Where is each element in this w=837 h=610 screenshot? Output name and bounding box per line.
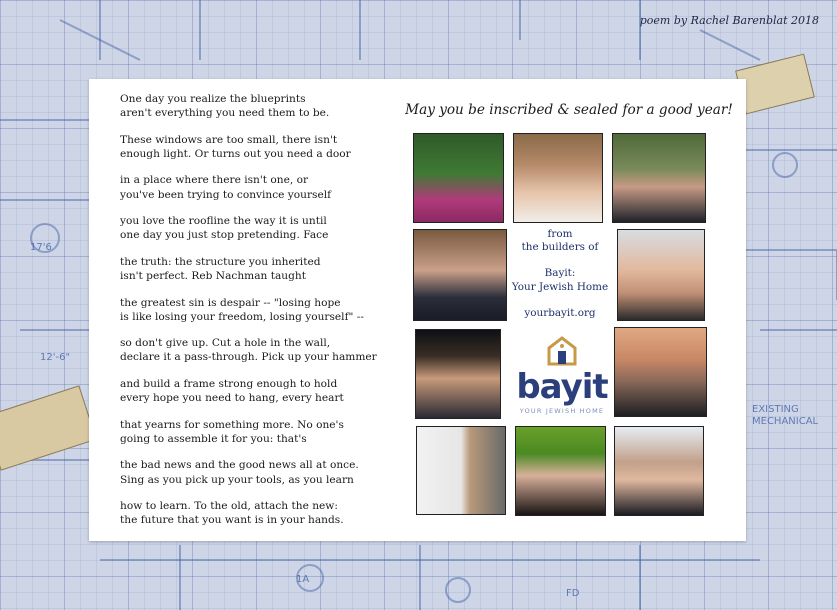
logo-wordmark: bayit xyxy=(516,367,608,407)
poem-line: that yearns for something more. No one's xyxy=(120,418,344,431)
poem-line: the bad news and the good news all at once. xyxy=(120,459,359,472)
poem-stanza xyxy=(120,173,400,201)
svg-text:FD: FD xyxy=(566,588,580,599)
poem-line: you love the roofline the way it is until xyxy=(120,215,327,228)
house-icon xyxy=(513,332,611,372)
portrait-photo xyxy=(617,229,705,321)
poem-line: These windows are too small, there isn't xyxy=(120,133,338,146)
poem-line: declare it a pass-through. Pick up your hammer xyxy=(120,351,377,364)
poem-line: is like losing your freedom, losing yourself" -- xyxy=(120,310,364,323)
poem-credit: poem by Rachel Barenblat 2018 xyxy=(639,14,819,27)
portrait-photo xyxy=(415,329,501,419)
bayit-text: Bayit: xyxy=(544,267,576,280)
poem-line: every hope you need to hang, every heart xyxy=(120,392,344,405)
poem-line: aren't everything you need them to be. xyxy=(120,107,330,120)
poem-line: Sing as you pick up your tools, as you learn xyxy=(120,473,354,486)
greeting-card xyxy=(89,79,746,541)
poem-stanza xyxy=(120,377,400,405)
poem-line: the future that you want is in your hands. xyxy=(120,514,344,527)
ruler-left xyxy=(0,386,96,470)
poem-stanza xyxy=(120,214,400,242)
ruler-right xyxy=(736,54,815,114)
poem-line: in a place where there isn't one, or xyxy=(120,174,309,187)
builders-text: the builders of xyxy=(521,241,599,254)
poem-line: so don't give up. Cut a hole in the wall, xyxy=(120,337,331,350)
svg-text:17'6: 17'6 xyxy=(30,242,52,253)
portrait-photo xyxy=(416,426,506,515)
poem-line: how to learn. To the old, attach the new: xyxy=(120,500,338,513)
logo-subtitle: YOUR JEWISH HOME xyxy=(519,407,605,415)
poem-line: the truth: the structure you inherited xyxy=(120,255,321,268)
poem-line: and build a frame strong enough to hold xyxy=(120,377,338,390)
poem-stanza xyxy=(120,336,400,364)
poem-line: isn't perfect. Reb Nachman taught xyxy=(120,270,306,283)
poem-line: going to assemble it for you: that's xyxy=(120,432,307,445)
poem-stanza xyxy=(120,418,400,446)
poem-stanza xyxy=(120,296,400,324)
poem-line: enough light. Or turns out you need a door xyxy=(120,147,351,160)
poem-stanza xyxy=(120,133,400,161)
poem-stanza xyxy=(120,92,400,120)
tagline-text: Your Jewish Home xyxy=(511,280,609,293)
poem-stanza xyxy=(120,458,400,486)
website-link[interactable]: yourbayit.org xyxy=(524,306,596,319)
portrait-photo xyxy=(413,229,507,321)
portrait-photo xyxy=(612,133,706,223)
svg-text:12'-6": 12'-6" xyxy=(40,352,71,363)
portrait-photo xyxy=(513,133,603,223)
svg-text:1A: 1A xyxy=(296,574,310,585)
poem-line: one day you just stop pretending. Face xyxy=(120,229,329,242)
poem xyxy=(120,92,400,540)
builders-caption xyxy=(507,228,613,320)
portrait-photo xyxy=(515,426,606,516)
from-text: from xyxy=(547,228,573,240)
svg-text:EXISTING: EXISTING xyxy=(752,404,799,415)
poem-stanza xyxy=(120,499,400,527)
bayit-logo xyxy=(513,330,611,422)
blessing-heading: May you be inscribed & sealed for a good year! xyxy=(405,102,733,118)
portrait-photo xyxy=(614,327,707,417)
poem-stanza xyxy=(120,255,400,283)
poem-line: the greatest sin is despair -- "losing hope xyxy=(120,296,341,309)
portrait-photo xyxy=(614,426,704,516)
portrait-photo xyxy=(413,133,504,223)
poem-line: you've been trying to convince yourself xyxy=(120,188,332,201)
poem-line: One day you realize the blueprints xyxy=(120,93,306,105)
svg-text:MECHANICAL: MECHANICAL xyxy=(752,416,819,427)
